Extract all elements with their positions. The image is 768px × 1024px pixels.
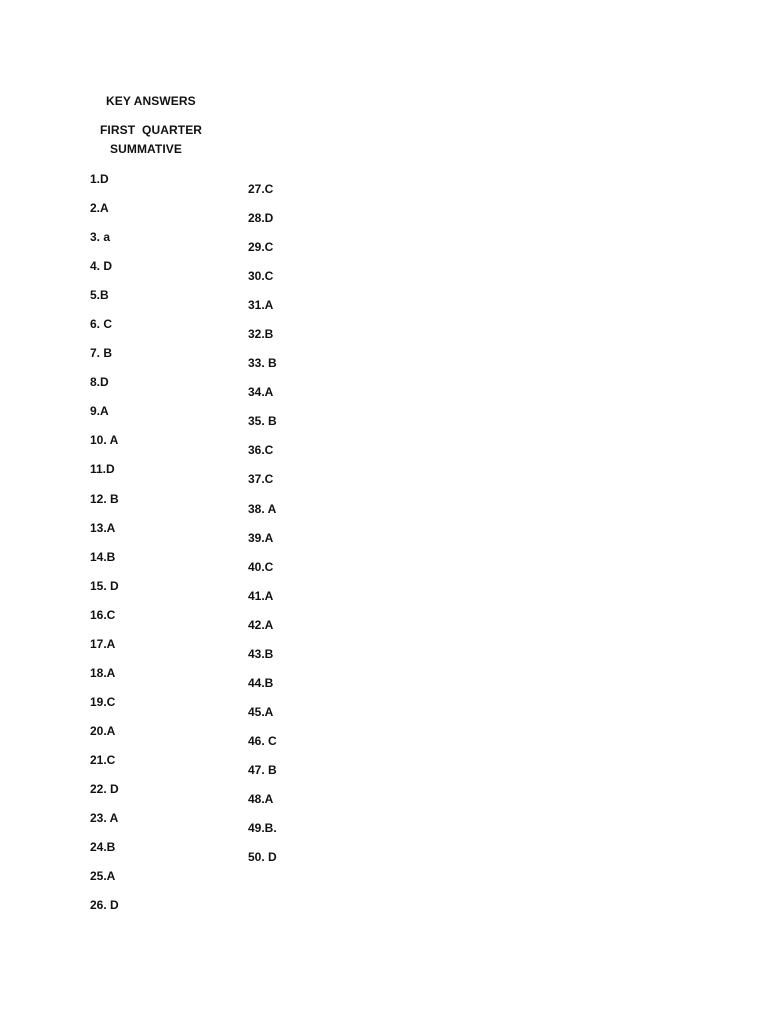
answer-item: 37.C [248, 472, 274, 487]
answer-item: 45.A [248, 704, 274, 719]
answer-item: 47. B [248, 762, 277, 777]
answer-item: 36.C [248, 443, 274, 458]
answer-item: 42.A [248, 617, 274, 632]
answer-item: 30.C [248, 269, 274, 284]
answer-item: 50. D [248, 850, 277, 865]
answer-item: 21.C [90, 752, 116, 767]
answer-item: 44.B [248, 675, 274, 690]
answer-item: 18.A [90, 665, 116, 680]
answer-item: 38. A [248, 501, 277, 516]
answer-item: 7. B [90, 346, 113, 361]
answer-item: 23. A [90, 811, 119, 826]
title-first-quarter: FIRST QUARTER [100, 123, 203, 137]
answer-item: 5.B [90, 288, 109, 303]
answer-item: 29.C [248, 240, 274, 255]
answer-item: 43.B [248, 646, 274, 661]
answer-item: 6. C [90, 317, 113, 332]
answer-item: 12. B [90, 491, 119, 506]
answer-item: 24.B [90, 840, 116, 855]
answer-item: 1.D [90, 172, 109, 186]
answer-item: 34.A [248, 385, 274, 400]
answer-item: 32.B [248, 327, 274, 342]
answer-item: 22. D [90, 781, 119, 796]
answer-item: 48.A [248, 791, 274, 806]
answer-item: 41.A [248, 588, 274, 603]
title-summative: SUMMATIVE [110, 142, 183, 156]
answer-item: 33. B [248, 356, 277, 371]
answer-item: 2.A [90, 201, 109, 216]
answer-item: 46. C [248, 733, 277, 748]
answer-item: 19.C [90, 694, 116, 709]
answer-item: 17.A [90, 636, 116, 651]
answer-item: 39.A [248, 530, 274, 545]
answer-item: 25.A [90, 869, 116, 884]
answer-item: 28.D [248, 211, 274, 226]
answer-item: 31.A [248, 298, 274, 313]
answer-item: 15. D [90, 578, 119, 593]
answer-item: 35. B [248, 414, 277, 429]
answer-item: 20.A [90, 723, 116, 738]
answer-item: 13.A [90, 520, 116, 535]
answer-item: 11.D [90, 462, 115, 477]
answer-item: 49.B. [248, 821, 277, 836]
answer-item: 8.D [90, 375, 109, 390]
answer-item: 4. D [90, 259, 113, 274]
answers-column-right [248, 182, 277, 879]
answer-item: 40.C [248, 559, 274, 574]
answers-column-left [90, 172, 119, 927]
answer-item: 14.B [90, 549, 116, 564]
answer-item: 9.A [90, 404, 109, 419]
title-key-answers: KEY ANSWERS [106, 94, 196, 108]
answer-item: 26. D [90, 898, 119, 913]
answer-item: 10. A [90, 433, 119, 448]
answer-item: 16.C [90, 607, 116, 622]
answer-item: 3. a [90, 230, 111, 245]
answer-item: 27.C [248, 182, 274, 196]
